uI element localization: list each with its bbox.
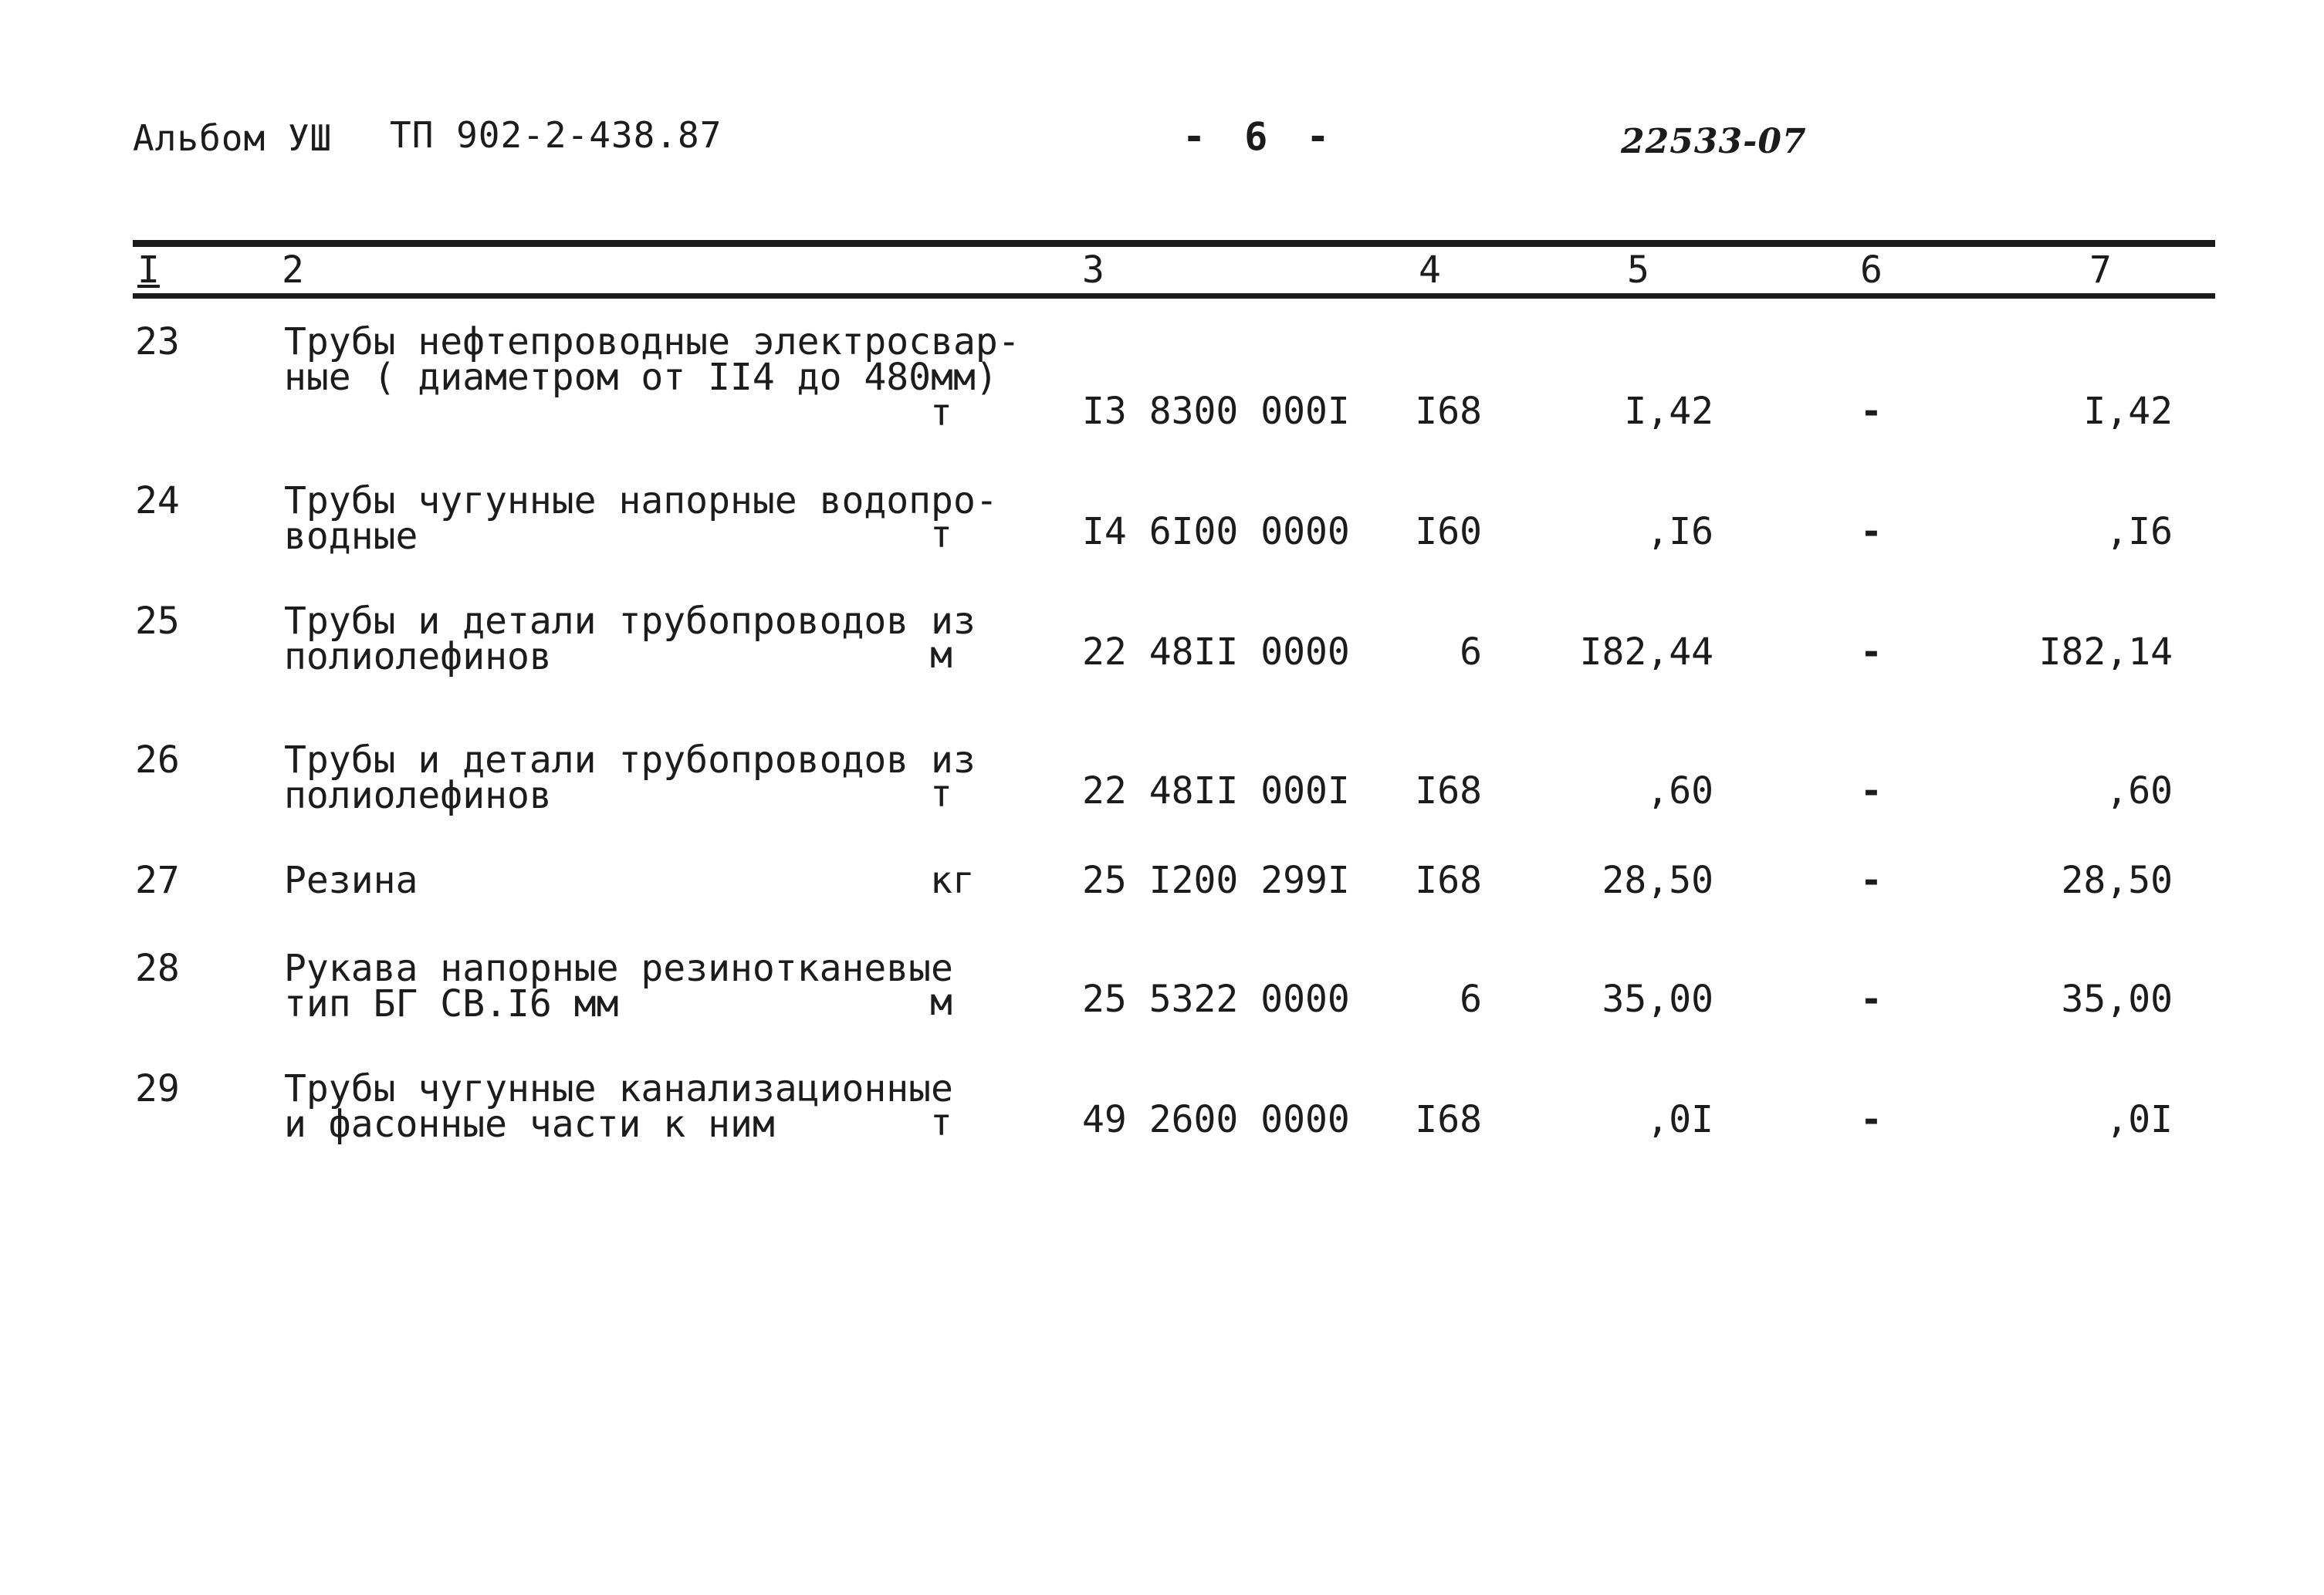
value-col-7: ,I6 <box>2106 510 2173 553</box>
value-col-4: I68 <box>1415 769 1482 813</box>
row-number: 26 <box>135 738 180 782</box>
row-number: 24 <box>135 479 180 522</box>
value-col-5: I82,44 <box>1579 630 1713 674</box>
item-name <box>284 479 998 558</box>
value-col-4: I68 <box>1415 859 1482 902</box>
value-col-5: 35,00 <box>1602 978 1713 1021</box>
product-code: I4 6I00 0000 <box>1082 510 1350 553</box>
value-col-7: ,60 <box>2106 769 2173 813</box>
product-code: 25 5322 0000 <box>1082 978 1350 1021</box>
page-number: - 6 - <box>1182 114 1338 159</box>
item-name-line-2: водные <box>284 515 418 558</box>
item-name <box>284 947 953 1026</box>
value-col-6: - <box>1860 859 1883 902</box>
product-code: 49 2600 0000 <box>1082 1098 1350 1141</box>
product-code: 22 48II 000I <box>1082 769 1350 813</box>
item-name <box>284 738 976 817</box>
column-header-7: 7 <box>2089 248 2112 292</box>
row-number: 29 <box>135 1067 180 1110</box>
value-col-5: ,0I <box>1646 1098 1713 1141</box>
row-number: 28 <box>135 947 180 990</box>
item-name <box>284 600 976 678</box>
value-col-7: 35,00 <box>2061 978 2173 1021</box>
item-name <box>284 1067 953 1146</box>
value-col-5: 28,50 <box>1602 859 1713 902</box>
unit: м <box>930 634 952 677</box>
value-col-6: - <box>1860 769 1883 813</box>
project-code: ТП 902-2-438.87 <box>390 114 722 156</box>
item-name-line-1: Трубы нефтепроводные электросвар- <box>284 320 1020 363</box>
table-header-rule <box>133 293 2215 299</box>
value-col-4: I68 <box>1415 390 1482 433</box>
product-code: 22 48II 0000 <box>1082 630 1350 674</box>
unit: м <box>930 981 952 1024</box>
value-col-4: I68 <box>1415 1098 1482 1141</box>
handwritten-doc-code: 22533-07 <box>1621 122 1807 161</box>
value-col-7: I82,14 <box>2038 630 2173 674</box>
value-col-6: - <box>1860 1098 1883 1141</box>
table-top-rule <box>133 240 2215 247</box>
item-name-line-1: Трубы и детали трубопроводов из <box>284 738 976 782</box>
value-col-5: ,60 <box>1646 769 1713 813</box>
value-col-6: - <box>1860 978 1883 1021</box>
item-name-line-1: Трубы чугунные канализационные <box>284 1067 953 1110</box>
unit: т <box>930 513 952 556</box>
item-name-line-1: Трубы и детали трубопроводов из <box>284 600 976 643</box>
value-col-4: I60 <box>1415 510 1482 553</box>
value-col-7: ,0I <box>2106 1098 2173 1141</box>
item-name <box>284 859 418 902</box>
unit: т <box>930 391 952 434</box>
column-header-4: 4 <box>1419 248 1441 292</box>
column-header-3: 3 <box>1082 248 1104 292</box>
value-col-5: ,I6 <box>1646 510 1713 553</box>
value-col-6: - <box>1860 630 1883 674</box>
row-number: 23 <box>135 320 180 363</box>
item-name-line-1: Рукава напорные резинотканевые <box>284 947 953 990</box>
value-col-4: 6 <box>1460 978 1482 1021</box>
row-number: 27 <box>135 859 180 902</box>
column-header-1: I <box>137 248 160 292</box>
column-header-5: 5 <box>1627 248 1649 292</box>
value-col-7: I,42 <box>2083 390 2173 433</box>
value-col-6: - <box>1860 390 1883 433</box>
item-name-line-2: полиолефинов <box>284 635 552 678</box>
item-name-line-2: и фасонные части к ним <box>284 1103 775 1146</box>
album-label: Альбом УШ <box>133 117 333 159</box>
value-col-7: 28,50 <box>2061 859 2173 902</box>
unit: кг <box>930 859 975 902</box>
item-name-line-2: тип БГ СВ.I6 мм <box>284 982 619 1026</box>
value-col-5: I,42 <box>1624 390 1713 433</box>
unit: т <box>930 1101 952 1144</box>
product-code: 25 I200 299I <box>1082 859 1350 902</box>
unit: т <box>930 772 952 816</box>
item-name-line-2: полиолефинов <box>284 774 552 817</box>
column-header-6: 6 <box>1860 248 1883 292</box>
value-col-6: - <box>1860 510 1883 553</box>
item-name-line-1: Резина <box>284 859 418 902</box>
value-col-4: 6 <box>1460 630 1482 674</box>
item-name-line-2: ные ( диаметром от II4 до 480мм) <box>284 356 998 399</box>
item-name <box>284 320 1020 399</box>
column-header-2: 2 <box>282 248 304 292</box>
item-name-line-1: Трубы чугунные напорные водопро- <box>284 479 998 522</box>
product-code: I3 8300 000I <box>1082 390 1350 433</box>
row-number: 25 <box>135 600 180 643</box>
